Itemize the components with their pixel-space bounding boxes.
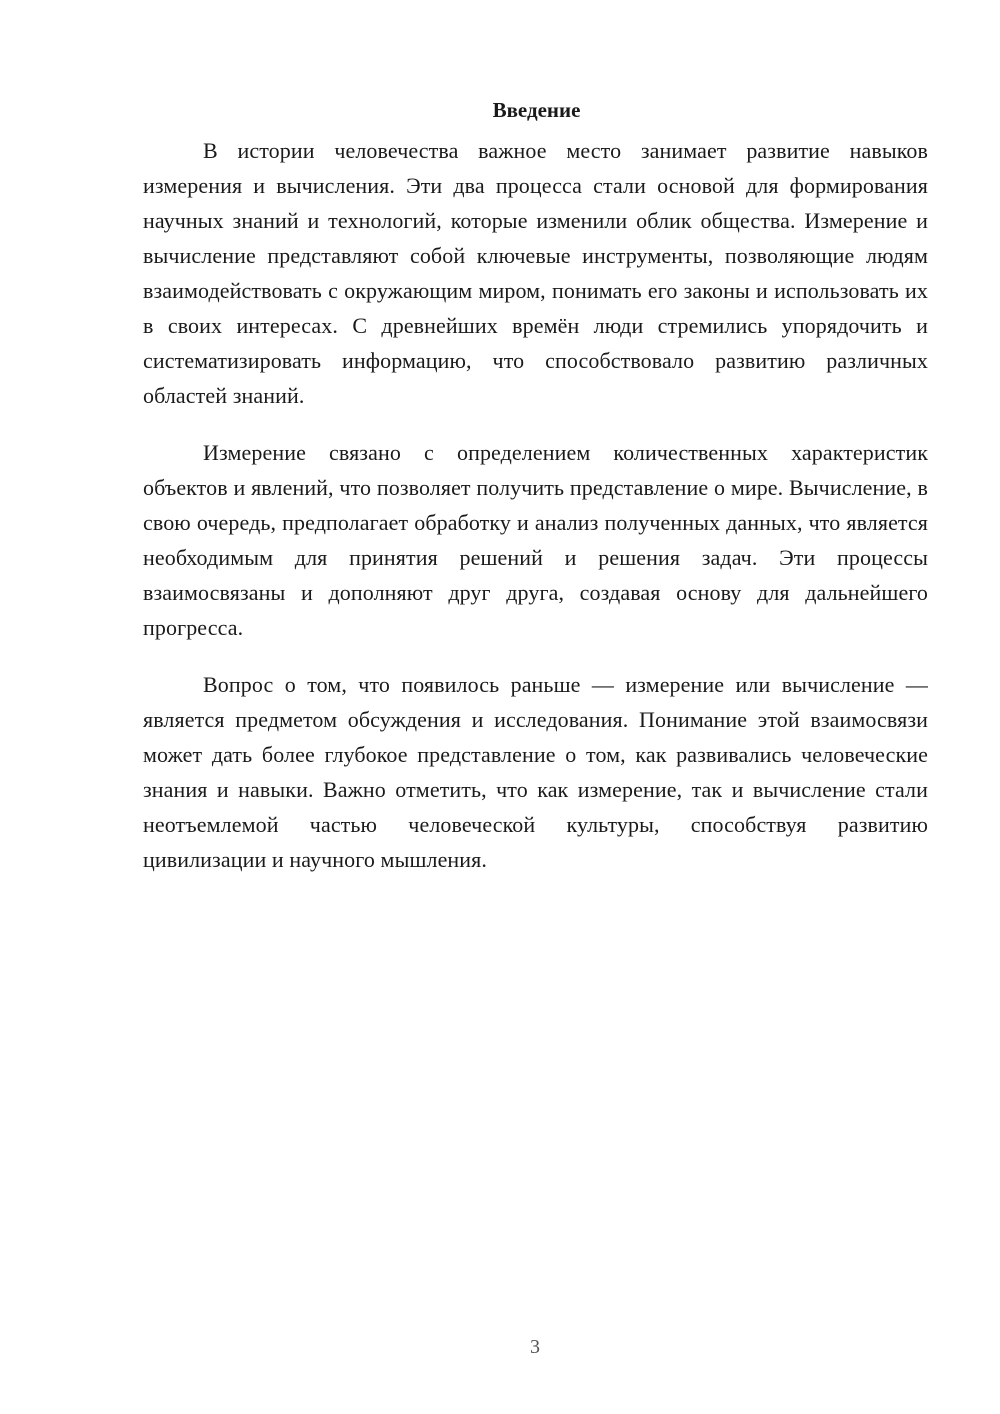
paragraph-3: Вопрос о том, что появилось раньше — измерение или вычисление — является предметом обсуждения и исследования. Понимание этой взаимосвязи может дать более глубокое представление о том, как развивались человеческие знания и навыки. Важно отметить, что как измерение, так и вычисление стали неотъемлемой частью человеческой культуры, способствуя развитию цивилизации и научного мышления.	[143, 672, 928, 872]
paragraph-2: Измерение связано с определением количественных характеристик объектов и явлений, что позволяет получить представление о мире. Вычисление, в свою очередь, предполагает обработку и анализ полученных данных, что является необходимым для принятия решений и решения задач. Эти процессы взаимосвязаны и дополняют друг друга, создавая основу для дальнейшего прогресса.	[143, 440, 928, 640]
page-number: 3	[530, 1336, 540, 1358]
section-title: Введение	[492, 98, 581, 122]
paragraph-1: В истории человечества важное место занимает развитие навыков измерения и вычисления. Эти два процесса стали основой для формирования научных знаний и технологий, которые изменили облик общества. Измерение и вычисление представляют собой ключевые инструменты, позволяющие людям взаимодействовать с окружающим миром, понимать его законы и использовать их в своих интересах. С древнейших времён люди стремились упорядочить и систематизировать информацию, что способствовало развитию различных областей знаний.	[143, 138, 928, 408]
document-body	[143, 95, 928, 899]
